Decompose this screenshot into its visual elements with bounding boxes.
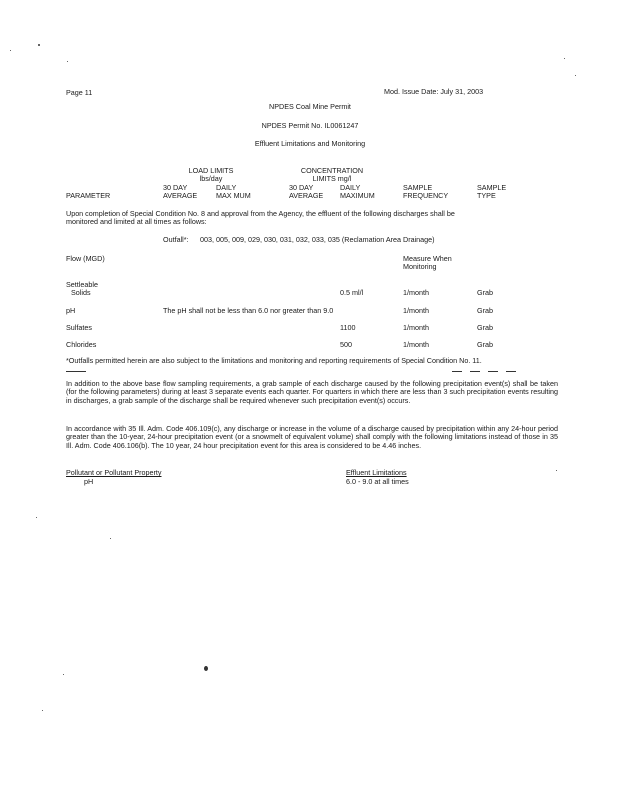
row-ph-parameter: pH <box>66 306 76 315</box>
pollutant-heading: Pollutant or Pollutant Property <box>66 468 162 477</box>
col-maximum-conc: MAXIMUM <box>340 191 375 200</box>
col-sample-frequency-top: SAMPLE <box>403 183 433 192</box>
row-flow-parameter: Flow (MGD) <box>66 254 105 263</box>
scan-speck <box>38 44 40 46</box>
scan-speck <box>36 517 37 518</box>
row-solids-concentration: 0.5 ml/l <box>340 288 364 297</box>
separator-dash <box>470 371 480 372</box>
row-solids-parameter: Settleable <box>66 280 98 289</box>
intro-line-2: monitored and limited at all times as follows: <box>66 217 207 226</box>
col-average-conc: AVERAGE <box>289 191 324 200</box>
scan-speck <box>10 50 11 51</box>
col-30-day-load: 30 DAY <box>163 183 188 192</box>
concentration-units: LIMITS mg/l <box>312 174 352 183</box>
col-30-day-conc: 30 DAY <box>289 183 314 192</box>
effluent-limitations-heading: Effluent Limitations <box>346 468 407 477</box>
row-chlorides-type: Grab <box>477 340 493 349</box>
row-solids-parameter-2: Solids <box>71 288 91 297</box>
modified-issue-date: Mod. Issue Date: July 31, 2003 <box>384 87 484 96</box>
permit-number-title: NPDES Permit No. IL0061247 <box>261 121 359 130</box>
col-sample-type: TYPE <box>477 191 496 200</box>
separator-dash <box>488 371 498 372</box>
row-ph-type: Grab <box>477 306 493 315</box>
scan-speck <box>575 75 576 76</box>
row-ph-note: The pH shall not be less than 6.0 nor greater than 9.0 <box>163 306 334 315</box>
row-solids-type: Grab <box>477 288 493 297</box>
row-chlorides-frequency: 1/month <box>403 340 429 349</box>
permit-type-title: NPDES Coal Mine Permit <box>269 102 351 111</box>
separator-dash <box>452 371 462 372</box>
outfall-list: 003, 005, 009, 029, 030, 031, 032, 033, 035 (Reclamation Area Drainage) <box>200 235 435 244</box>
col-daily-conc: DAILY <box>340 183 361 192</box>
pollutant-ph: pH <box>84 477 94 486</box>
scan-speck <box>63 674 64 675</box>
scan-speck <box>67 61 68 62</box>
load-limits-heading: LOAD LIMITS <box>188 166 234 175</box>
page-number: Page 11 <box>66 88 93 97</box>
section-title: Effluent Limitations and Monitoring <box>254 139 366 148</box>
footnote: *Outfalls permitted herein are also subject to the limitations and monitoring and reporting requirements of Special Condition No. 11. <box>66 356 482 365</box>
col-daily-load: DAILY <box>216 183 237 192</box>
row-solids-frequency: 1/month <box>403 288 429 297</box>
row-flow-frequency: Measure When <box>403 254 452 263</box>
col-parameter: PARAMETER <box>66 191 111 200</box>
col-average-load: AVERAGE <box>163 191 198 200</box>
row-sulfates-concentration: 1100 <box>340 323 356 332</box>
intro-line-1: Upon completion of Special Condition No. 8 and approval from the Agency, the effluent of the following discharges shall be <box>66 209 455 218</box>
row-sulfates-parameter: Sulfates <box>66 323 92 332</box>
scan-speck <box>564 58 565 59</box>
footnote-rule <box>66 371 86 372</box>
pollutant-ph-limit: 6.0 - 9.0 at all times <box>346 477 409 486</box>
row-flow-frequency-2: Monitoring <box>403 262 437 271</box>
outfall-label: Outfall*: <box>163 235 189 244</box>
col-maximum-load: MAX MUM <box>216 191 251 200</box>
row-sulfates-type: Grab <box>477 323 493 332</box>
ten-year-event-paragraph: In accordance with 35 Ill. Adm. Code 406.109(c), any discharge or increase in the volume of a discharge caused by precipitation within any 24-hour period greater than the 10-year, 24-hour precipitation event (or a snowmelt of equivalent volume) shall comply with the following limitations instead of those in 35 Ill. Adm. Code 406.106(b). The 10 year, 24 hour precipitation event for this area is considered to be 4.46 inches. <box>66 424 558 450</box>
scan-speck <box>556 470 557 471</box>
row-chlorides-parameter: Chlorides <box>66 340 97 349</box>
row-chlorides-concentration: 500 <box>340 340 352 349</box>
scan-speck <box>110 538 111 539</box>
concentration-heading: CONCENTRATION <box>300 166 364 175</box>
separator-dash <box>506 371 516 372</box>
col-sample-type-top: SAMPLE <box>477 183 507 192</box>
load-limits-units: lbs/day <box>199 174 223 183</box>
col-sample-frequency: FREQUENCY <box>403 191 449 200</box>
scan-speck <box>204 666 208 671</box>
row-ph-frequency: 1/month <box>403 306 429 315</box>
row-sulfates-frequency: 1/month <box>403 323 429 332</box>
precipitation-sampling-paragraph: In addition to the above base flow sampling requirements, a grab sample of each discharge caused by the following precipitation event(s) shall be taken (for the following parameters) during at least 3 separate events each quarter. For quarters in which there are less than 3 such precipitation events resulting in discharges, a grab sample of the discharge shall be required whenever such precipitation event(s) occurs. <box>66 379 558 405</box>
scan-speck <box>42 710 43 711</box>
